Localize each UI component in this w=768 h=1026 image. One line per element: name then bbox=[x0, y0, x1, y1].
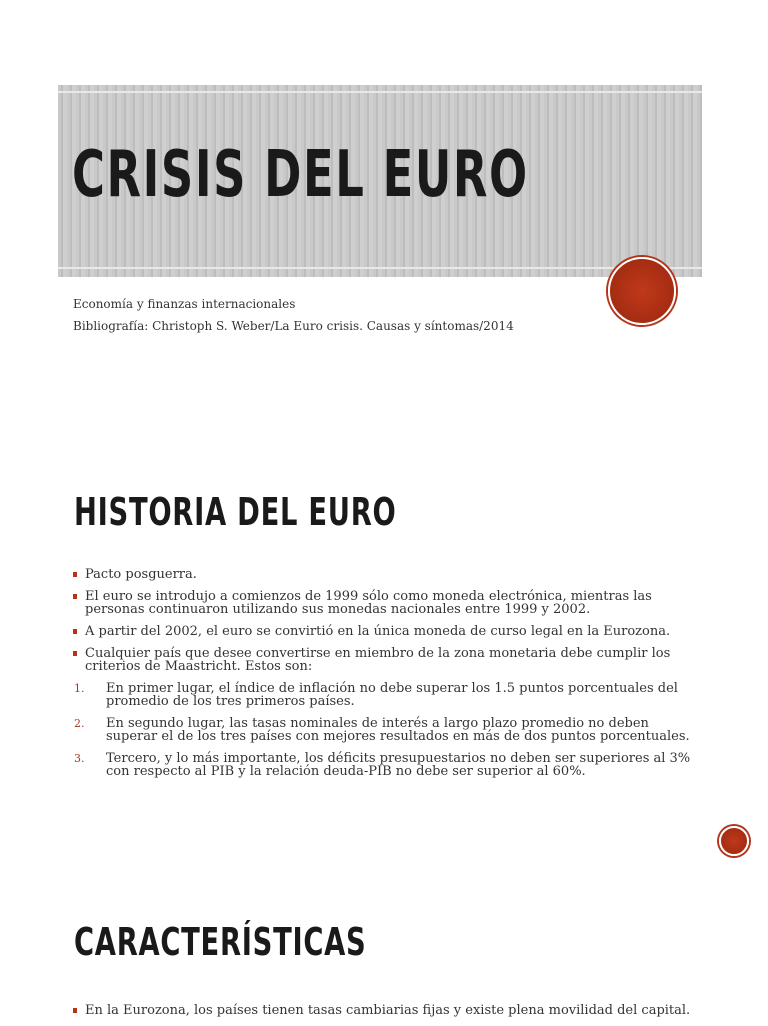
item-number: 1. bbox=[74, 682, 85, 695]
slide-title: CARACTERÍSTICAS bbox=[74, 920, 367, 964]
item-text: En segundo lugar, las tasas nominales de interés a largo plazo promedio no deben superar el de los tres países con mejores resultados en más de dos puntos porcentuales. bbox=[106, 716, 690, 744]
list-item bbox=[72, 752, 702, 778]
bullet-list bbox=[72, 1004, 702, 1026]
item-text: Tercero, y lo más importante, los déficits presupuestarios no deben ser superiores al 3% con respecto al PIB y la relación deuda-PIB no debe ser superior al 60%. bbox=[106, 751, 691, 779]
slide-title: CRISIS DEL EURO bbox=[72, 138, 529, 212]
list-item bbox=[72, 717, 702, 743]
list-item: Pacto posguerra. bbox=[72, 568, 702, 581]
list-item bbox=[72, 682, 702, 708]
slide-title: HISTORIA DEL EURO bbox=[74, 490, 397, 534]
item-text: En primer lugar, el índice de inflación no debe superar los 1.5 puntos porcentuales del promedio de los tres primeros países. bbox=[106, 681, 678, 709]
item-number: 3. bbox=[74, 752, 85, 765]
decorative-circle bbox=[719, 826, 749, 856]
bullet-list bbox=[72, 568, 702, 787]
list-item: En la Eurozona, los países tienen tasas cambiarias fijas y existe plena movilidad del capital. bbox=[72, 1004, 702, 1017]
subtitle: Economía y finanzas internacionales bbox=[73, 297, 296, 311]
list-item: Cualquier país que desee convertirse en miembro de la zona monetaria debe cumplir los criterios de Maastricht. Estos son: bbox=[72, 647, 702, 673]
decorative-circle bbox=[608, 257, 676, 325]
item-number: 2. bbox=[74, 717, 85, 730]
list-item: A partir del 2002, el euro se convirtió en la única moneda de curso legal en la Eurozona. bbox=[72, 625, 702, 638]
bibliography: Bibliografía: Christoph S. Weber/La Euro crisis. Causas y síntomas/2014 bbox=[73, 319, 514, 333]
list-item: El euro se introdujo a comienzos de 1999 sólo como moneda electrónica, mientras las personas continuaron utilizando sus monedas nacionales entre 1999 y 2002. bbox=[72, 590, 702, 616]
